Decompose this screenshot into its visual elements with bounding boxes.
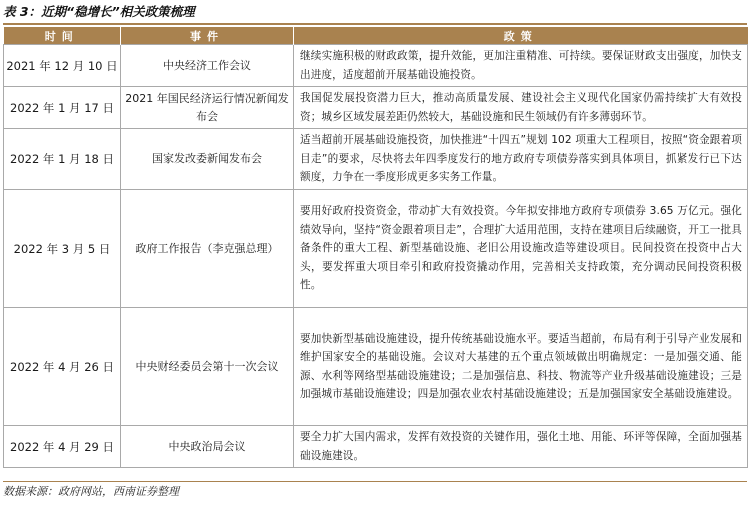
row-policy: 要用好政府投资资金，带动扩大有效投资。今年拟安排地方政府专项债券 3.65 万亿元。强化绩效导向，坚持“资金跟着项目走”，合理扩大适用范围，支持在建项目后续融资，开工一批具备条件的重大工程、新型基础设施、老旧公用设施改造等建设项目。民间投资在投资中占大头，要发挥重大项目牵引和政府投资撬动作用，完善相关支持政策，充分调动民间投资积极性。 [294,190,748,308]
row-policy: 继续实施积极的财政政策，提升效能，更加注重精准、可持续。要保证财政支出强度，加快支出进度，适度超前开展基础设施投资。 [294,45,748,87]
row-event: 2021 年国民经济运行情况新闻发布会 [121,87,294,129]
policy-table [3,27,748,468]
table-row [4,45,748,87]
row-event: 中央经济工作会议 [121,45,294,87]
row-policy: 要全力扩大国内需求，发挥有效投资的关键作用，强化土地、用能、环评等保障，全面加强基础设施建设。 [294,426,748,468]
row-time: 2022 年 4 月 26 日 [4,308,121,426]
table-row [4,129,748,190]
table-header-row [4,27,748,45]
row-event: 中央财经委员会第十一次会议 [121,308,294,426]
title-rule [3,23,747,25]
row-time: 2022 年 4 月 29 日 [4,426,121,468]
row-event: 中央政治局会议 [121,426,294,468]
row-event: 政府工作报告（李克强总理） [121,190,294,308]
row-time: 2022 年 3 月 5 日 [4,190,121,308]
row-policy: 适当超前开展基础设施投资，加快推进“十四五”规划 102 项重大工程项目，按照“资金跟着项目走”的要求，尽快将去年四季度发行的地方政府专项债券落实到具体项目，抓紧发行已下达额度，力争在一季度形成更多实务工作量。 [294,129,748,190]
row-event: 国家发改委新闻发布会 [121,129,294,190]
header-policy: 政策 [294,27,748,45]
bottom-rule [3,481,747,482]
table-title: 表 3：近期“稳增长”相关政策梳理 [3,4,195,19]
row-time: 2022 年 1 月 17 日 [4,87,121,129]
table-row [4,308,748,426]
row-policy: 要加快新型基础设施建设，提升传统基础设施水平。要适当超前，布局有利于引导产业发展和维护国家安全的基础设施。会议对大基建的五个重点领域做出明确规定：一是加强交通、能源、水利等网络型基础设施建设；二是加强信息、科技、物流等产业升级基础设施建设；三是加强城市基础设施建设；四是加强农业农村基础设施建设；五是加强国家安全基础设施建设。 [294,308,748,426]
table-row [4,426,748,468]
source-note: 数据来源：政府网站，西南证券整理 [3,485,179,498]
policy-table-container [3,27,747,468]
table-row [4,190,748,308]
row-time: 2022 年 1 月 18 日 [4,129,121,190]
header-event: 事件 [121,27,294,45]
table-row [4,87,748,129]
row-time: 2021 年 12 月 10 日 [4,45,121,87]
header-time: 时间 [4,27,121,45]
row-policy: 我国促发展投资潜力巨大，推动高质量发展、建设社会主义现代化国家仍需持续扩大有效投资；城乡区域发展差距仍然较大，基础设施和民生领域仍有许多薄弱环节。 [294,87,748,129]
